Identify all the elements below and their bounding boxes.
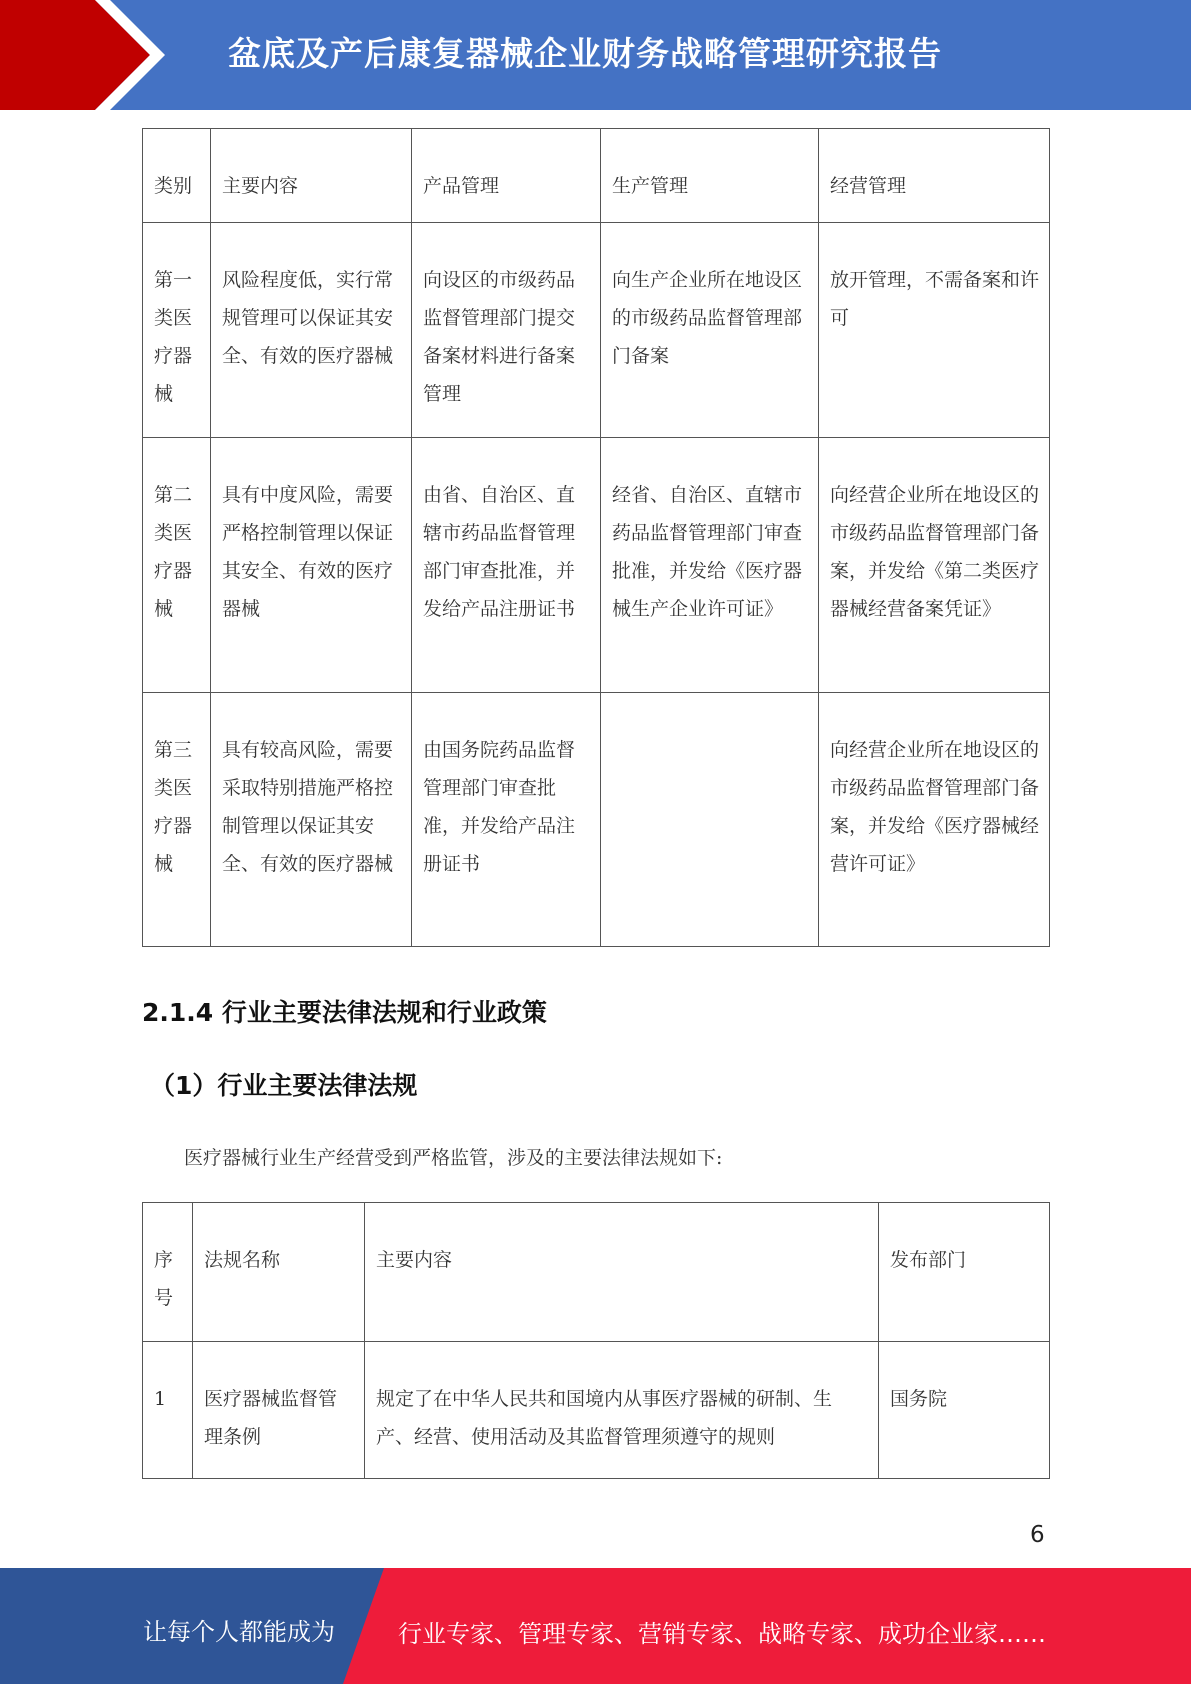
table-header-row <box>143 129 1050 223</box>
table-header-row <box>143 1203 1050 1342</box>
header-cell-main-content: 主要内容 <box>365 1203 879 1342</box>
table-cell: 向经营企业所在地设区的市级药品监督管理部门备案，并发给《医疗器械经营许可证》 <box>819 693 1050 947</box>
table-row <box>143 1342 1050 1479</box>
table-cell: 国务院 <box>879 1342 1050 1479</box>
header-cell-number: 序号 <box>143 1203 193 1342</box>
table-cell: 第三类医疗器械 <box>143 693 211 947</box>
table-cell: 经省、自治区、直辖市药品监督管理部门审查批准，并发给《医疗器械生产企业许可证》 <box>601 438 819 693</box>
page-footer <box>0 1568 1191 1684</box>
table-cell: 医疗器械监督管理条例 <box>193 1342 365 1479</box>
table-cell: 由国务院药品监督管理部门审查批准，并发给产品注册证书 <box>412 693 601 947</box>
header-cell-category: 类别 <box>143 129 211 223</box>
subsection-heading: （1）行业主要法律法规 <box>150 1071 418 1100</box>
table-cell: 向经营企业所在地设区的市级药品监督管理部门备案，并发给《第二类医疗器械经营备案凭证》 <box>819 438 1050 693</box>
device-classification-table <box>142 128 1050 947</box>
table-row <box>143 223 1050 438</box>
table-cell: 具有中度风险，需要严格控制管理以保证其安全、有效的医疗器械 <box>211 438 412 693</box>
header-cell-operation: 经营管理 <box>819 129 1050 223</box>
regulations-table <box>142 1202 1050 1479</box>
header-cell-production: 生产管理 <box>601 129 819 223</box>
table-cell: 规定了在中华人民共和国境内从事医疗器械的研制、生产、经营、使用活动及其监督管理须遵守的规则 <box>365 1342 879 1479</box>
table-row <box>143 693 1050 947</box>
table-cell: 放开管理，不需备案和许可 <box>819 223 1050 438</box>
page-number: 6 <box>1030 1522 1045 1548</box>
footer-slogan-right: 行业专家、管理专家、营销专家、战略专家、成功企业家…… <box>398 1620 1046 1648</box>
table-row <box>143 438 1050 693</box>
page-header <box>0 0 1191 110</box>
report-title: 盆底及产后康复器械企业财务战略管理研究报告 <box>228 34 942 73</box>
table-cell: 第二类医疗器械 <box>143 438 211 693</box>
header-cell-product: 产品管理 <box>412 129 601 223</box>
intro-paragraph: 医疗器械行业生产经营受到严格监管，涉及的主要法律法规如下: <box>184 1147 723 1169</box>
table-cell <box>601 693 819 947</box>
header-cell-content: 主要内容 <box>211 129 412 223</box>
table-cell: 具有较高风险，需要采取特别措施严格控制管理以保证其安全、有效的医疗器械 <box>211 693 412 947</box>
table-cell: 向生产企业所在地设区的市级药品监督管理部门备案 <box>601 223 819 438</box>
table-cell: 风险程度低，实行常规管理可以保证其安全、有效的医疗器械 <box>211 223 412 438</box>
header-cell-department: 发布部门 <box>879 1203 1050 1342</box>
table-cell: 第一类医疗器械 <box>143 223 211 438</box>
table-cell: 由省、自治区、直辖市药品监督管理部门审查批准，并发给产品注册证书 <box>412 438 601 693</box>
header-cell-law-name: 法规名称 <box>193 1203 365 1342</box>
footer-slogan-left: 让每个人都能成为 <box>143 1618 335 1646</box>
table-cell: 1 <box>143 1342 193 1479</box>
table-cell: 向设区的市级药品监督管理部门提交备案材料进行备案管理 <box>412 223 601 438</box>
section-heading: 2.1.4 行业主要法律法规和行业政策 <box>142 998 547 1027</box>
